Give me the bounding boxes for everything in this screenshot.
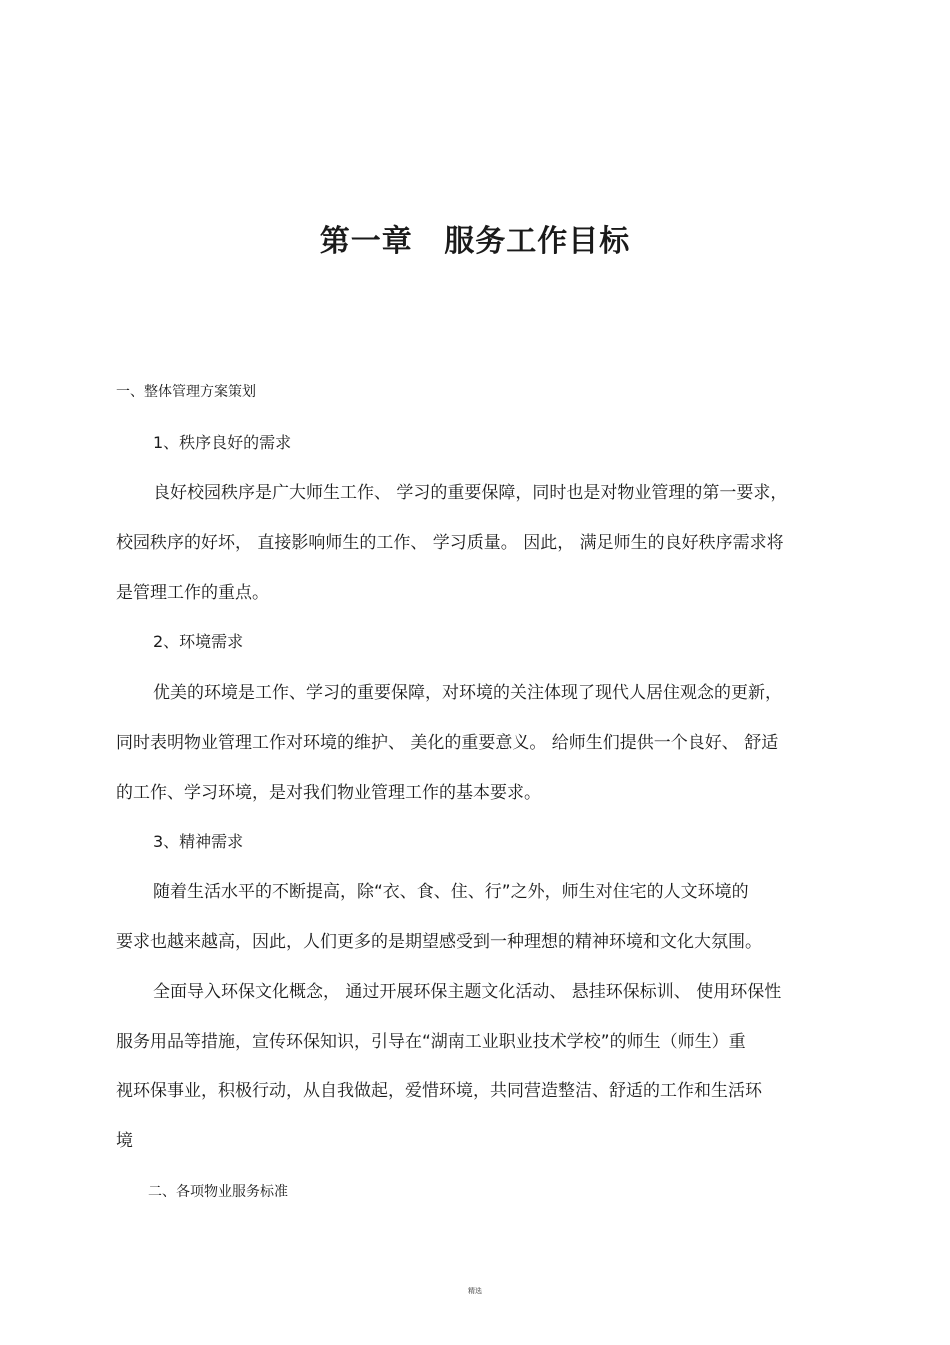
paragraph-4-line-1: 全面导入环保文化概念， 通过开展环保主题文化活动、 悬挂环保标训、 使用环保性 — [153, 982, 782, 1002]
paragraph-1-line-1: 良好校园秩序是广大师生工作、 学习的重要保障，同时也是对物业管理的第一要求， — [153, 483, 788, 503]
paragraph-4-line-3: 视环保事业，积极行动，从自我做起，爱惜环境，共同营造整洁、舒适的工作和生活环 — [116, 1081, 762, 1101]
paragraph-3-line-2: 要求也越来越高，因此，人们更多的是期望感受到一种理想的精神环境和文化大氛围。 — [116, 932, 762, 952]
paragraph-2-line-3: 的工作、学习环境，是对我们物业管理工作的基本要求。 — [116, 783, 541, 803]
section-heading-2: 二、各项物业服务标准 — [148, 1184, 288, 1200]
paragraph-1-line-3: 是管理工作的重点。 — [116, 583, 269, 603]
paragraph-2-line-1: 优美的环境是工作、学习的重要保障，对环境的关注体现了现代人居住观念的更新， — [153, 683, 782, 703]
item-heading-2: 2、环境需求 — [153, 632, 244, 651]
paragraph-3-line-1: 随着生活水平的不断提高，除“衣、食、住、行”之外，师生对住宅的人文环境的 — [153, 882, 749, 902]
paragraph-2-line-2: 同时表明物业管理工作对环境的维护、 美化的重要意义。 给师生们提供一个良好、 舒适 — [116, 733, 779, 753]
section-heading-1: 一、整体管理方案策划 — [116, 384, 256, 400]
chapter-title: 第一章 服务工作目标 — [319, 224, 631, 259]
paragraph-1-line-2: 校园秩序的好坏， 直接影响师生的工作、 学习质量。 因此， 满足师生的良好秩序需求将 — [116, 533, 784, 553]
paragraph-4-line-4: 境 — [116, 1131, 133, 1151]
item-heading-3: 3、精神需求 — [153, 832, 244, 851]
item-heading-1: 1、秩序良好的需求 — [153, 433, 292, 452]
paragraph-4-line-2: 服务用品等措施，宣传环保知识，引导在“湖南工业职业技术学校”的师生（师生）重 — [116, 1032, 746, 1052]
page-footer: 精选 — [468, 1287, 482, 1295]
